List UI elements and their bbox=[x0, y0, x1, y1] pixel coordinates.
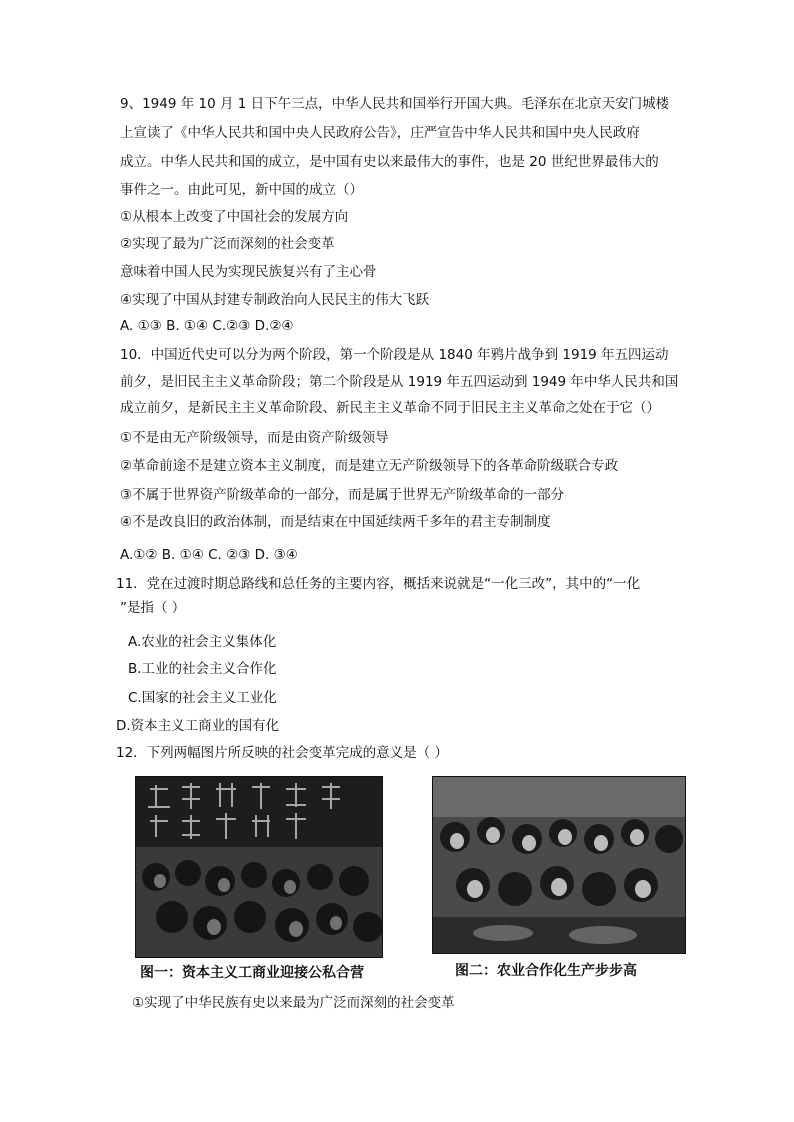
q12-stem: 12．下列两幅图片所反映的社会变革完成的意义是（ ） bbox=[116, 745, 448, 761]
q9-stem-line-2: 上宣读了《中华人民共和国中央人民政府公告》，庄严宣告中华人民共和国中央人民政府 bbox=[120, 125, 640, 141]
q11-option-d: D.资本主义工商业的国有化 bbox=[116, 718, 280, 734]
q11-option-b: B.工业的社会主义合作化 bbox=[128, 661, 277, 677]
figure-2-photo bbox=[432, 776, 686, 954]
q11-option-c: C.国家的社会主义工业化 bbox=[128, 690, 277, 706]
q10-stem-line-2: 前夕，是旧民主主义革命阶段；第二个阶段是从 1919 年五四运动到 1949 年中华人民共和国 bbox=[120, 374, 679, 390]
figure-1-photo bbox=[135, 776, 383, 958]
q10-stem-line-1: 10．中国近代史可以分为两个阶段，第一个阶段是从 1840 年鸦片战争到 1919 年五四运动 bbox=[120, 347, 669, 363]
q9-choices: A. ①③ B. ①④ C.②③ D.②④ bbox=[120, 318, 294, 334]
q9-option-1: ①从根本上改变了中国社会的发展方向 bbox=[120, 209, 349, 225]
q11-option-a: A.农业的社会主义集体化 bbox=[128, 634, 277, 650]
q10-choices: A.①② B. ①④ C. ②③ D. ③④ bbox=[120, 547, 298, 563]
q10-option-2: ②革命前途不是建立资本主义制度，而是建立无产阶级领导下的各革命阶级联合专政 bbox=[120, 458, 619, 474]
q10-stem-line-3: 成立前夕，是新民主主义革命阶段、新民主主义革命不同于旧民主主义革命之处在于它（） bbox=[120, 400, 660, 416]
q9-option-4: ④实现了中国从封建专制政治向人民民主的伟大飞跃 bbox=[120, 292, 430, 308]
q10-option-4: ④不是改良旧的政治体制，而是结束在中国延续两千多年的君主专制制度 bbox=[120, 514, 551, 530]
q10-option-1: ①不是由无产阶级领导，而是由资产阶级领导 bbox=[120, 430, 389, 446]
q9-stem-line-1: 9、1949 年 10 月 1 日下午三点，中华人民共和国举行开国大典。毛泽东在北京天安门城楼 bbox=[120, 96, 670, 112]
figure-2-caption: 图二：农业合作化生产步步高 bbox=[455, 963, 637, 979]
q11-stem-line-1: 11．党在过渡时期总路线和总任务的主要内容，概括来说就是“一化三改”，其中的“一化 bbox=[116, 576, 641, 592]
q12-option-1: ①实现了中华民族有史以来最为广泛而深刻的社会变革 bbox=[132, 995, 455, 1011]
q11-stem-line-2: ”是指（ ） bbox=[120, 600, 186, 616]
q10-option-3: ③不属于世界资产阶级革命的一部分，而是属于世界无产阶级革命的一部分 bbox=[120, 487, 565, 503]
q9-stem-line-3: 成立。中华人民共和国的成立，是中国有史以来最伟大的事件，也是 20 世纪世界最伟大的 bbox=[120, 154, 659, 170]
q9-stem-line-4: 事件之一。由此可见，新中国的成立（） bbox=[120, 182, 363, 198]
figure-1-caption: 图一：资本主义工商业迎接公私合营 bbox=[140, 965, 364, 981]
q9-option-2: ②实现了最为广泛而深刻的社会变革 bbox=[120, 236, 335, 252]
q9-option-3: 意味着中国人民为实现民族复兴有了主心骨 bbox=[120, 264, 377, 280]
